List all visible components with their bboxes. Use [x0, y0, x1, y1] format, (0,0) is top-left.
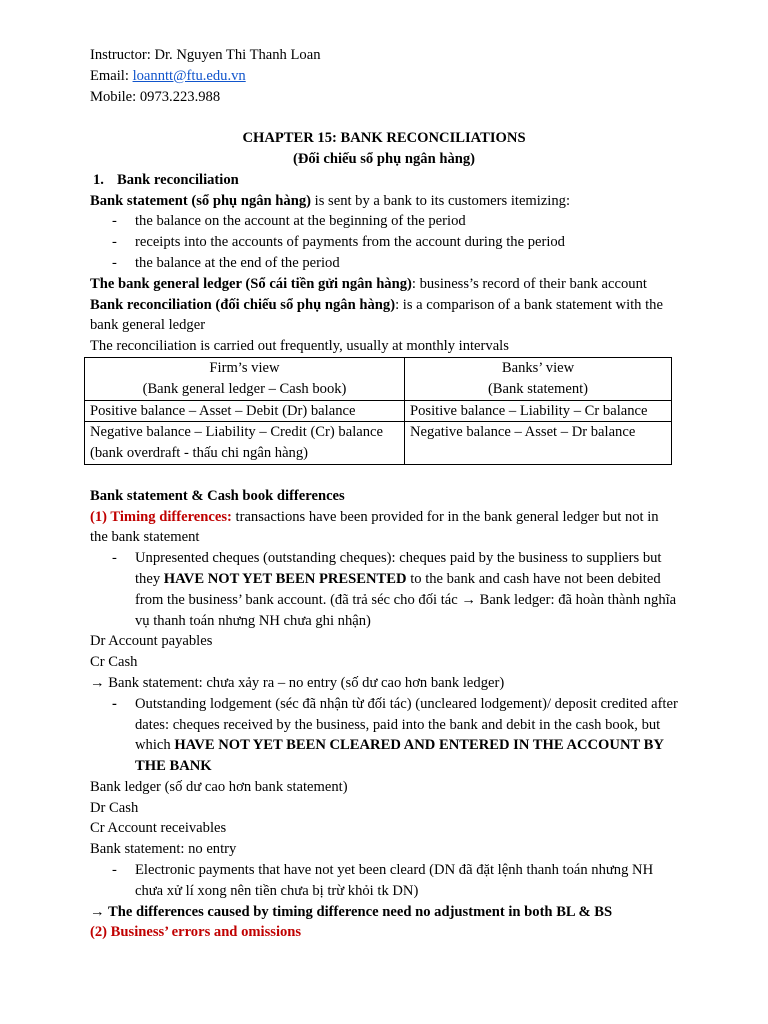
table-cell: Negative balance – Liability – Credit (Cr) balance (bank overdraft - thấu chi ngân hàng) [85, 422, 405, 465]
timing-differences: (1) Timing differences: transactions have been provided for in the bank general ledger but not in the bank statement [90, 508, 659, 546]
bank-statement-note: Bank statement: no entry [90, 841, 237, 858]
list-item: - receipts into the accounts of payments from the account during the period [112, 234, 565, 251]
frequency-note: The reconciliation is carried out frequently, usually at monthly intervals [90, 338, 509, 355]
mobile-line: Mobile: 0973.223.988 [90, 88, 221, 105]
outstanding-list [90, 694, 678, 777]
section-heading: 1. Bank reconciliation [93, 171, 239, 188]
views-table [84, 357, 672, 465]
table-cell: Positive balance – Liability – Cr balance [405, 400, 672, 422]
bank-statement-definition: Bank statement (sổ phụ ngân hàng) is sent by a bank to its customers itemizing: [90, 192, 571, 209]
bank-ledger-definition: The bank general ledger (Sổ cái tiền gửi ngân hàng): business’s record of their bank account [90, 275, 647, 292]
unpresented-list [90, 548, 678, 631]
journal-entry-line: Dr Account payables [90, 633, 213, 650]
chapter-title: CHAPTER 15: BANK RECONCILIATIONS [242, 130, 526, 147]
bank-ledger-note: Bank ledger (số dư cao hơn bank statement) [90, 778, 348, 795]
electronic-list [90, 860, 678, 902]
journal-entry-line: Dr Cash [90, 799, 139, 816]
journal-entry-line: Cr Account receivables [90, 820, 227, 837]
list-item: - the balance on the account at the beginning of the period [112, 213, 466, 230]
journal-entry-line: Cr Cash [90, 654, 138, 671]
table-cell: Negative balance – Asset – Dr balance [405, 422, 672, 465]
spacer [90, 465, 678, 486]
table-row [85, 422, 672, 465]
statement-items-list [90, 211, 678, 273]
differences-heading: Bank statement & Cash book differences [90, 487, 345, 504]
bank-statement-note: → Bank statement: chưa xảy ra – no entry (số dư cao hơn bank ledger) [90, 674, 505, 691]
list-item: - Unpresented cheques (outstanding cheques): cheques paid by the business to suppliers but they HAVE NOT YET BEEN PRESENTED to the bank and cash have not been debited from the business’ bank account. (đã trả séc cho đối tác → Bank ledger: đã hoàn thành nghĩa vụ thanh toán nhưng NH chưa ghi nhận) [112, 550, 677, 629]
errors-heading: (2) Business’ errors and omissions [90, 924, 302, 941]
reconciliation-definition: Bank reconciliation (đối chiếu sổ phụ ngân hàng): is a comparison of a bank statement with the bank general ledger [90, 296, 663, 334]
chapter-subtitle: (Đối chiếu sổ phụ ngân hàng) [292, 150, 476, 167]
table-header-row [85, 357, 672, 400]
table-header-cell: Firm’s view (Bank general ledger – Cash book) [85, 357, 405, 400]
email-line [90, 66, 678, 87]
email-label: Email: [90, 67, 133, 84]
list-item: - Outstanding lodgement (séc đã nhận từ đối tác) (uncleared lodgement)/ deposit credited after dates: cheques received by the business, paid into the bank and debit in the cash book, but which HAVE NOT YET BEEN CLEARED AND ENTERED IN THE ACCOUNT BY THE BANK [112, 695, 678, 775]
instructor-line: Instructor: Dr. Nguyen Thi Thanh Loan [90, 47, 321, 63]
table-cell: Positive balance – Asset – Debit (Dr) balance [85, 400, 405, 422]
list-item: - the balance at the end of the period [112, 254, 340, 271]
list-item: - Electronic payments that have not yet been cleard (DN đã đặt lệnh thanh toán nhưng NH chưa xử lí xong nên tiền chưa bị trừ khỏi tk DN) [112, 862, 654, 899]
conclusion-line: → The differences caused by timing difference need no adjustment in both BL & BS [90, 903, 613, 920]
spacer [90, 107, 678, 128]
email-link[interactable]: loanntt@ftu.edu.vn [132, 67, 246, 84]
table-header-cell: Banks’ view (Bank statement) [405, 357, 672, 400]
table-row [85, 400, 672, 422]
